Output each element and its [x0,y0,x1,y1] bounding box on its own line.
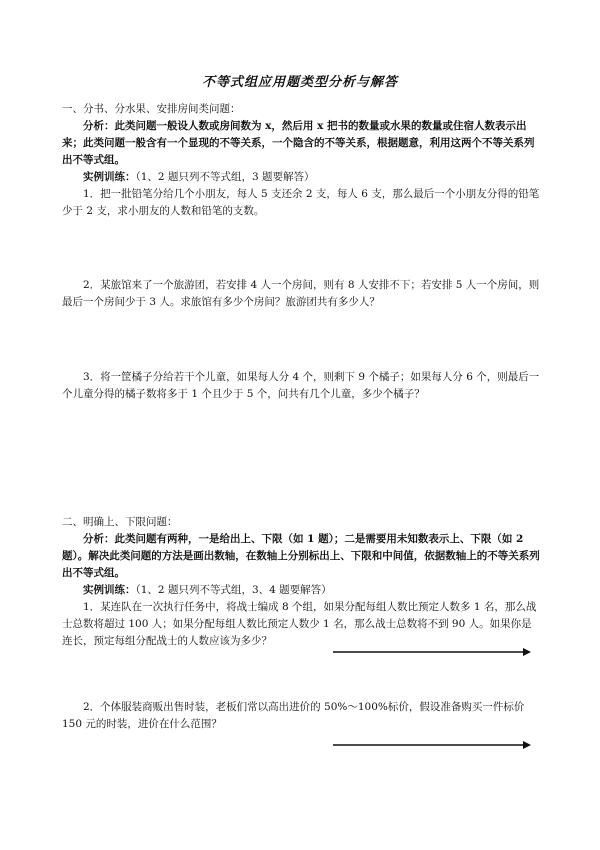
section2-heading: 二、明确上、下限问题： [62,516,178,528]
training-label: 实例训练： [83,171,136,183]
section2-question-1: 1．某连队在一次执行任务中，将战士编成 8 个组，如果分配每组人数比预定人数多 1 名，那么战士总数将超过 100 人；如果分配每组人数比预定人数少 1 名，那么战士总数将不到 90 人。如果你是连长，预定每组分配战士的人数应该为多少？ [62,601,537,647]
page-title: 不等式组应用题类型分析与解答 [201,75,398,90]
section2-analysis: 分析：此类问题有两种，一是给出上、下限（如 1 题）；二是需要用未知数表示上、下限（如 2 题）。解决此类问题的方法是画出数轴，在数轴上分别标出上、下限和中间值，依据数轴上的不等关系列出不等式组。 [62,533,540,579]
training-label: 实例训练： [83,584,136,596]
section2-question-2: 2．个体服装商贩出售时装，老板们常以高出进价的 50%～100%标价，假设准备购买一件标价 150 元的时装，进价在什么范围？ [62,701,525,730]
section1-question-1: 1．把一批铅笔分给几个小朋友，每人 5 支还余 2 支，每人 6 支，那么最后一个小朋友分得的铅笔少于 2 支，求小朋友的人数和铅笔的支数。 [62,188,540,217]
number-line-arrow [333,648,531,656]
section2-training [62,582,563,599]
section1-question-2: 2．某旅馆来了一个旅游团，若安排 4 人一个房间，则有 8 人安排不下；若安排 5 人一个房间，则最后一个房间少于 3 人。求旅馆有多少个房间？旅游团共有多少人？ [62,279,540,308]
section1-training [62,169,563,186]
training-note: （1、2 题只列不等式组，3、4 题要解答） [135,584,332,596]
section1-heading: 一、分书、分水果、安排房间类问题： [62,103,241,115]
number-line-arrow [333,741,531,749]
section1-analysis: 分析：此类问题一般设人数或房间数为 x，然后用 x 把书的数量或水果的数量或住宿人数表示出来；此类问题一般含有一个显现的不等关系，一个隐含的不等关系，根据题意，利用这两个不等关系列出不等式组。 [62,120,535,166]
section1-question-3: 3．将一筐橘子分给若干个儿童，如果每人分 4 个，则剩下 9 个橘子；如果每人分 6 个，则最后一个儿童分得的橘子数将多于 1 个且少于 5 个，问共有几个儿童，多少个橘子？ [62,371,540,400]
training-note: （1、2 题只列不等式组，3 题要解答） [135,171,315,183]
